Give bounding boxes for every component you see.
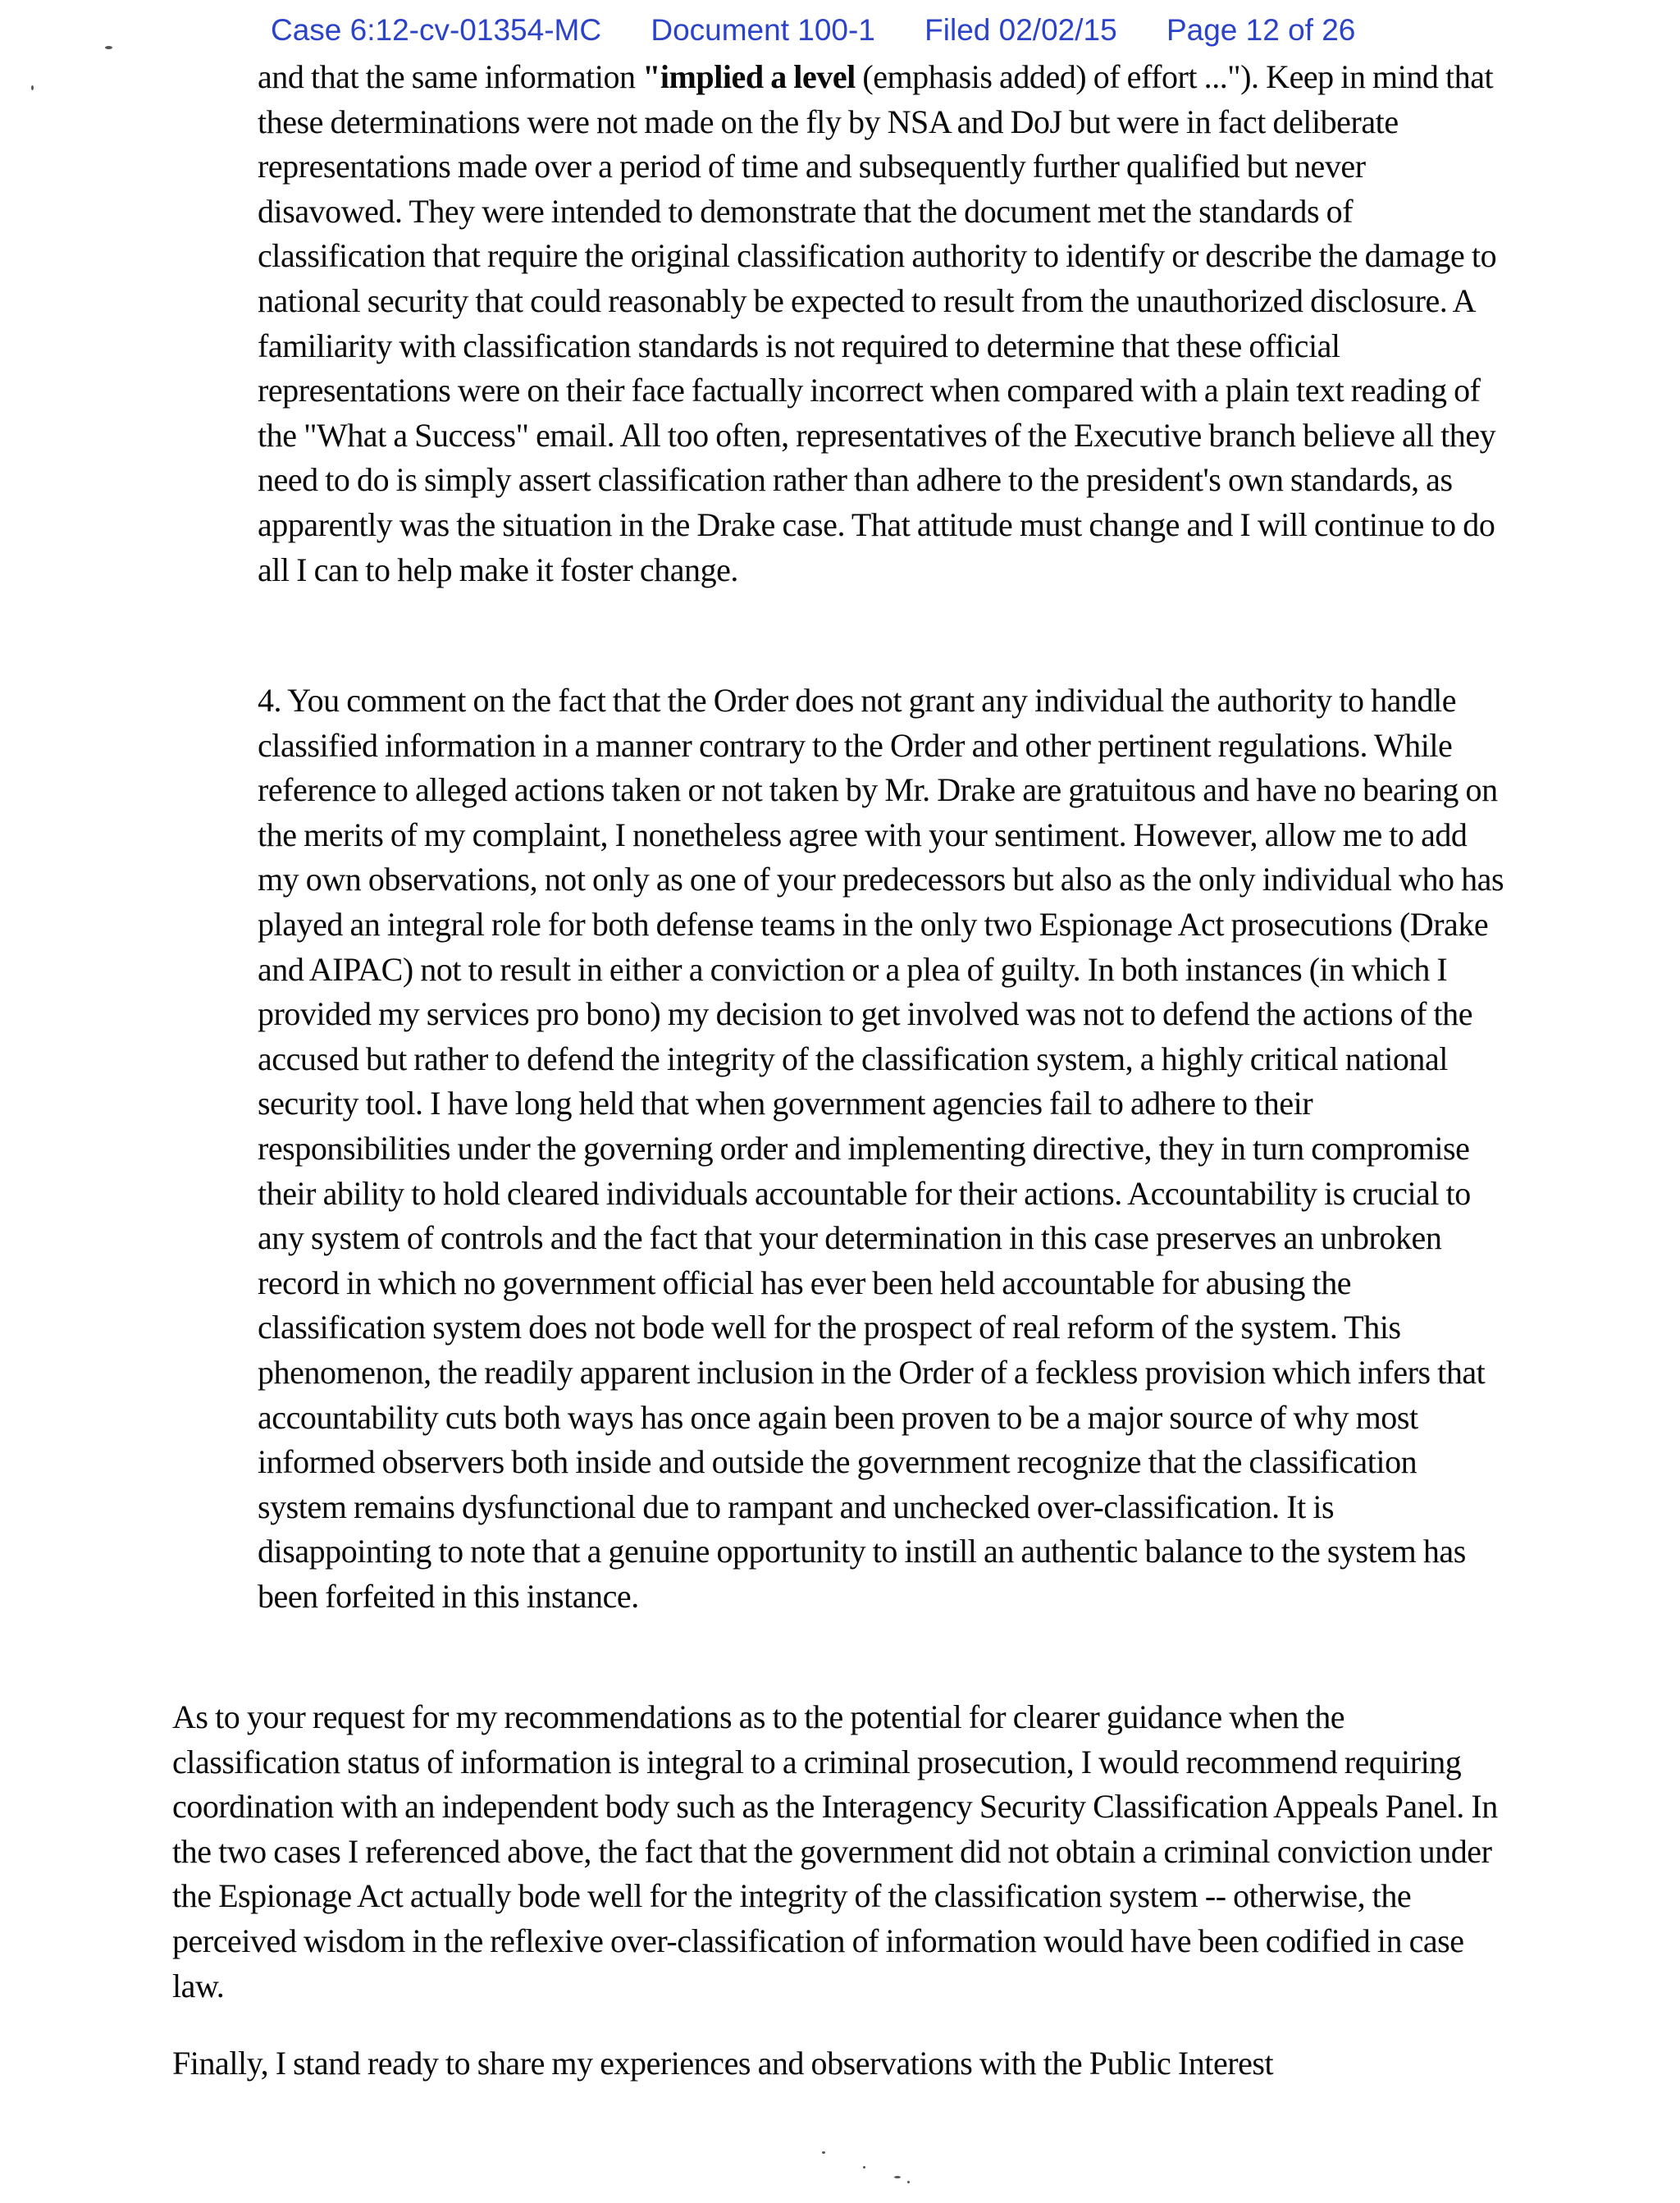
paragraph-1-emphasis: "implied a level bbox=[642, 58, 856, 95]
scan-speck bbox=[894, 2176, 901, 2178]
court-filing-header bbox=[271, 11, 1468, 49]
case-number: Case 6:12-cv-01354-MC bbox=[271, 13, 602, 47]
scan-speck bbox=[105, 46, 112, 49]
paragraph-3: As to your request for my recommendations as to the potential for clearer guidance when the classification status of information is integral to a criminal prosecution, I would recommend requiring coordination with an independent body such as the Interagency Security Classification Appeals Panel. In the two cases I referenced above, the fact that the government did not obtain a criminal conviction under the Espionage Act actually bode well for the integrity of the classification system -- otherwise, the perceived wisdom in the reflexive over-classification of information would have been codified in case law. bbox=[172, 1698, 1498, 2004]
paragraph-2: 4. You comment on the fact that the Order does not grant any individual the authority to handle classified information in a manner contrary to the Order and other pertinent regulations. While reference to alleged actions taken or not taken by Mr. Drake are gratuitous and have no bearing on the merits of my complaint, I nonetheless agree with your sentiment. However, allow me to add my own observations, not only as one of your predecessors but also as the only individual who has played an integral role for both defense teams in the only two Espionage Act prosecutions (Drake and AIPAC) not to result in either a conviction or a plea of guilty. In both instances (in which I provided my services pro bono) my decision to get involved was not to defend the actions of the accused but rather to defend the integrity of the classification system, a highly critical national security tool. I have long held that when government agencies fail to adhere to their responsibilities under the governing order and implementing directive, they in turn compromise their ability to hold cleared individuals accountable for their actions. Accountability is crucial to any system of controls and the fact that your determination in this case preserves an unbroken record in which no government official has ever been held accountable for abusing the classification system does not bode well for the prospect of real reform of the system. This phenomenon, the readily apparent inclusion in the Order of a feckless provision which infers that accountability cuts both ways has once again been proven to be a major source of why most informed observers both inside and outside the government recognize that the classification system remains dysfunctional due to rampant and unchecked over-classification. It is disappointing to note that a genuine opportunity to instill an authentic balance to the system has been forfeited in this instance. bbox=[258, 682, 1504, 1615]
paragraph-1 bbox=[258, 55, 1504, 592]
scan-speck bbox=[863, 2166, 865, 2169]
filed-date: Filed 02/02/15 bbox=[924, 13, 1117, 47]
page-number: Page 12 of 26 bbox=[1166, 13, 1356, 47]
paragraph-1-rest: (emphasis added) of effort ..."). Keep in mind that these determinations were not made on the fly by NSA and DoJ but were in fact deliberate representations made over a period of time and subsequently further qualified but never disavowed. They were intended to demonstrate that the document met the standards of classification that require the original classification authority to identify or describe the damage to national security that could reasonably be expected to result from the unauthorized disclosure. A familiarity with classification standards is not required to determine that these official representations were on their face factually incorrect when compared with a plain text reading of the "What a Success" email. All too often, representatives of the Executive branch believe all they need to do is simply assert classification rather than adhere to the president's own standards, as apparently was the situation in the Drake case. That attitude must change and I will continue to do all I can to help make it foster change. bbox=[258, 58, 1497, 588]
paragraph-1-lead: and that the same information bbox=[258, 58, 643, 95]
paragraph-4: Finally, I stand ready to share my experiences and observations with the Public Interest bbox=[172, 2045, 1274, 2082]
scan-speck bbox=[822, 2151, 825, 2154]
document-number: Document 100-1 bbox=[651, 13, 875, 47]
scan-speck bbox=[907, 2181, 910, 2183]
scan-speck bbox=[31, 85, 34, 90]
